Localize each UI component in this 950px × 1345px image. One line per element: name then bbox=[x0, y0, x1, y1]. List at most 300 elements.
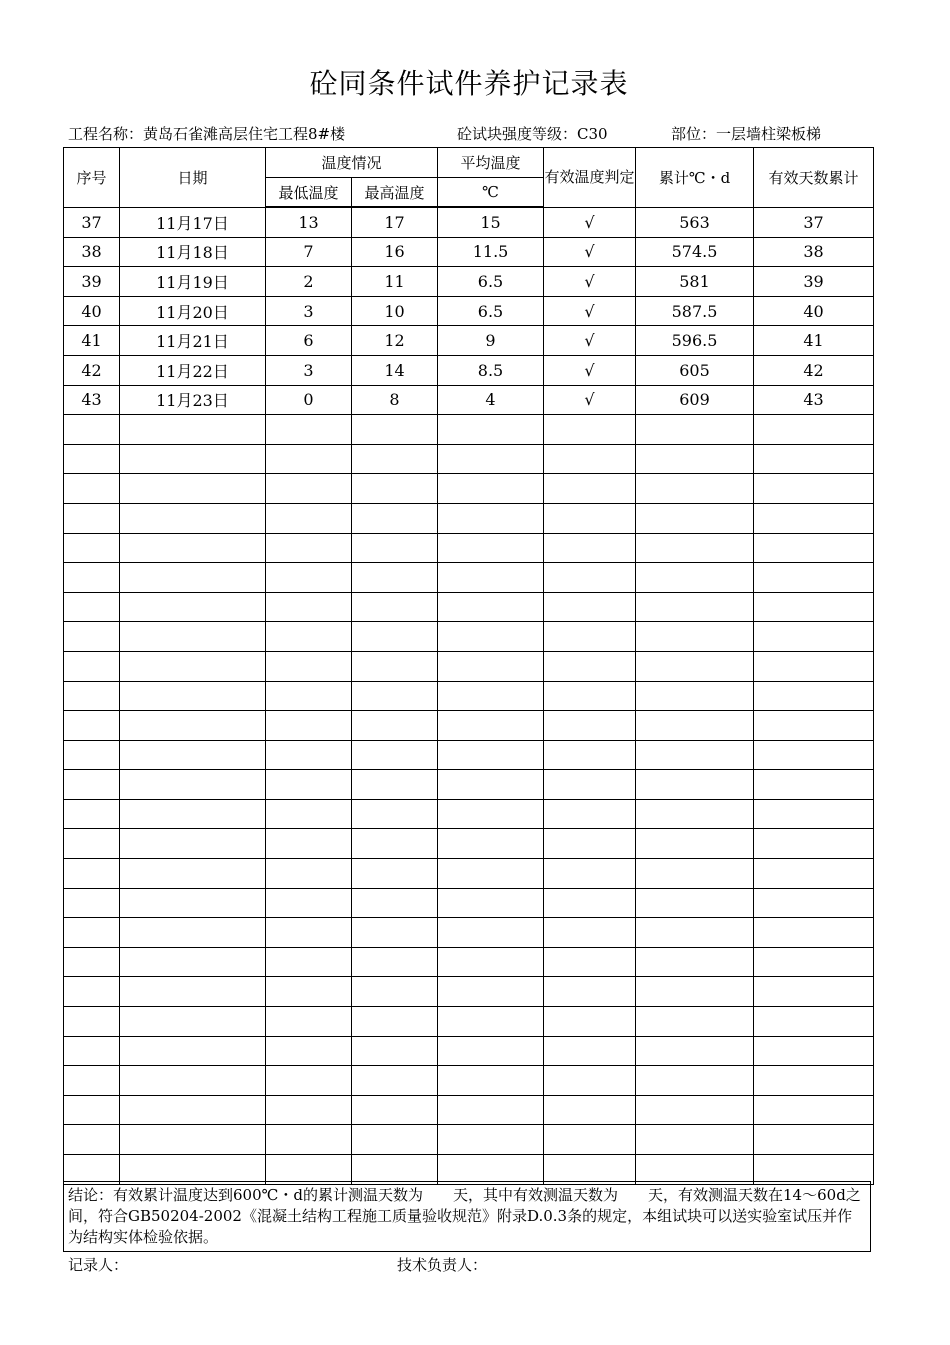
empty-cell bbox=[64, 711, 120, 741]
cell-valid: √ bbox=[544, 326, 636, 356]
header-cumulative: 累计℃・d bbox=[636, 148, 754, 208]
header-min-temp: 最低温度 bbox=[266, 178, 352, 208]
empty-cell bbox=[636, 415, 754, 445]
empty-cell bbox=[636, 770, 754, 800]
empty-cell bbox=[352, 859, 438, 889]
empty-row bbox=[64, 918, 874, 948]
empty-cell bbox=[754, 563, 874, 593]
empty-cell bbox=[636, 947, 754, 977]
empty-cell bbox=[352, 533, 438, 563]
cell-seq: 42 bbox=[64, 355, 120, 385]
empty-cell bbox=[438, 770, 544, 800]
empty-row bbox=[64, 622, 874, 652]
empty-cell bbox=[64, 918, 120, 948]
empty-cell bbox=[544, 415, 636, 445]
empty-cell bbox=[266, 533, 352, 563]
empty-row bbox=[64, 1095, 874, 1125]
empty-row bbox=[64, 681, 874, 711]
empty-cell bbox=[438, 1155, 544, 1185]
empty-cell bbox=[64, 563, 120, 593]
empty-cell bbox=[544, 888, 636, 918]
empty-cell bbox=[544, 533, 636, 563]
cell-seq: 37 bbox=[64, 207, 120, 237]
empty-cell bbox=[438, 592, 544, 622]
empty-row bbox=[64, 1007, 874, 1037]
empty-cell bbox=[266, 1007, 352, 1037]
empty-cell bbox=[266, 1125, 352, 1155]
empty-cell bbox=[266, 859, 352, 889]
empty-cell bbox=[120, 947, 266, 977]
empty-cell bbox=[64, 859, 120, 889]
empty-cell bbox=[64, 651, 120, 681]
empty-row bbox=[64, 977, 874, 1007]
cell-days: 43 bbox=[754, 385, 874, 415]
header-avg-unit: ℃ bbox=[438, 178, 544, 208]
cell-seq: 40 bbox=[64, 296, 120, 326]
empty-cell bbox=[544, 977, 636, 1007]
empty-cell bbox=[544, 947, 636, 977]
empty-cell bbox=[544, 1036, 636, 1066]
cell-cumulative: 574.5 bbox=[636, 237, 754, 267]
empty-cell bbox=[544, 444, 636, 474]
empty-cell bbox=[266, 415, 352, 445]
empty-cell bbox=[120, 1066, 266, 1096]
empty-cell bbox=[438, 474, 544, 504]
empty-cell bbox=[754, 740, 874, 770]
empty-cell bbox=[636, 444, 754, 474]
empty-cell bbox=[636, 592, 754, 622]
empty-cell bbox=[64, 1155, 120, 1185]
empty-cell bbox=[438, 503, 544, 533]
empty-cell bbox=[438, 1125, 544, 1155]
empty-cell bbox=[438, 651, 544, 681]
empty-cell bbox=[636, 711, 754, 741]
empty-cell bbox=[754, 622, 874, 652]
empty-cell bbox=[544, 1066, 636, 1096]
cell-avg-temp: 15 bbox=[438, 207, 544, 237]
cell-avg-temp: 6.5 bbox=[438, 296, 544, 326]
empty-cell bbox=[544, 918, 636, 948]
empty-cell bbox=[266, 918, 352, 948]
table-row bbox=[64, 296, 874, 326]
empty-cell bbox=[266, 711, 352, 741]
cell-date: 11月19日 bbox=[120, 267, 266, 297]
empty-cell bbox=[352, 1007, 438, 1037]
cell-cumulative: 609 bbox=[636, 385, 754, 415]
empty-row bbox=[64, 592, 874, 622]
cell-days: 42 bbox=[754, 355, 874, 385]
cell-max-temp: 17 bbox=[352, 207, 438, 237]
empty-cell bbox=[544, 711, 636, 741]
table-row bbox=[64, 355, 874, 385]
empty-cell bbox=[266, 474, 352, 504]
empty-cell bbox=[636, 1155, 754, 1185]
empty-cell bbox=[64, 592, 120, 622]
cell-date: 11月17日 bbox=[120, 207, 266, 237]
empty-cell bbox=[438, 947, 544, 977]
empty-cell bbox=[64, 622, 120, 652]
empty-cell bbox=[120, 1095, 266, 1125]
empty-cell bbox=[636, 622, 754, 652]
empty-cell bbox=[64, 799, 120, 829]
empty-cell bbox=[64, 977, 120, 1007]
empty-cell bbox=[438, 918, 544, 948]
empty-cell bbox=[754, 977, 874, 1007]
empty-cell bbox=[636, 563, 754, 593]
empty-cell bbox=[636, 1066, 754, 1096]
cell-cumulative: 563 bbox=[636, 207, 754, 237]
cell-valid: √ bbox=[544, 267, 636, 297]
cell-days: 41 bbox=[754, 326, 874, 356]
empty-cell bbox=[64, 503, 120, 533]
empty-cell bbox=[64, 829, 120, 859]
cell-min-temp: 2 bbox=[266, 267, 352, 297]
empty-row bbox=[64, 474, 874, 504]
empty-cell bbox=[266, 592, 352, 622]
cell-valid: √ bbox=[544, 207, 636, 237]
empty-row bbox=[64, 1066, 874, 1096]
empty-cell bbox=[438, 711, 544, 741]
empty-cell bbox=[266, 622, 352, 652]
header-date: 日期 bbox=[120, 148, 266, 208]
empty-cell bbox=[120, 918, 266, 948]
cell-avg-temp: 8.5 bbox=[438, 355, 544, 385]
empty-cell bbox=[636, 681, 754, 711]
empty-cell bbox=[438, 563, 544, 593]
empty-cell bbox=[266, 829, 352, 859]
empty-cell bbox=[754, 888, 874, 918]
empty-cell bbox=[120, 651, 266, 681]
cell-max-temp: 8 bbox=[352, 385, 438, 415]
empty-row bbox=[64, 651, 874, 681]
empty-cell bbox=[636, 740, 754, 770]
empty-cell bbox=[64, 770, 120, 800]
cell-avg-temp: 11.5 bbox=[438, 237, 544, 267]
location: 部位：一层墙柱梁板梯 bbox=[671, 125, 822, 143]
cell-valid: √ bbox=[544, 385, 636, 415]
cell-seq: 43 bbox=[64, 385, 120, 415]
table-row bbox=[64, 207, 874, 237]
empty-cell bbox=[64, 740, 120, 770]
empty-row bbox=[64, 533, 874, 563]
empty-cell bbox=[636, 651, 754, 681]
empty-cell bbox=[544, 651, 636, 681]
empty-cell bbox=[120, 829, 266, 859]
empty-cell bbox=[120, 533, 266, 563]
empty-cell bbox=[120, 1036, 266, 1066]
empty-cell bbox=[64, 415, 120, 445]
cell-cumulative: 596.5 bbox=[636, 326, 754, 356]
empty-cell bbox=[64, 681, 120, 711]
cell-max-temp: 11 bbox=[352, 267, 438, 297]
empty-cell bbox=[266, 977, 352, 1007]
cell-max-temp: 10 bbox=[352, 296, 438, 326]
empty-cell bbox=[120, 888, 266, 918]
empty-row bbox=[64, 770, 874, 800]
empty-cell bbox=[352, 1155, 438, 1185]
cell-days: 40 bbox=[754, 296, 874, 326]
empty-cell bbox=[754, 859, 874, 889]
empty-cell bbox=[352, 740, 438, 770]
empty-row bbox=[64, 1036, 874, 1066]
empty-row bbox=[64, 740, 874, 770]
empty-cell bbox=[754, 503, 874, 533]
cell-avg-temp: 9 bbox=[438, 326, 544, 356]
cell-date: 11月23日 bbox=[120, 385, 266, 415]
empty-cell bbox=[754, 651, 874, 681]
empty-cell bbox=[754, 533, 874, 563]
empty-cell bbox=[636, 918, 754, 948]
empty-cell bbox=[544, 622, 636, 652]
project-name: 工程名称：黄岛石雀滩高层住宅工程8#楼 bbox=[68, 125, 346, 143]
empty-row bbox=[64, 563, 874, 593]
empty-cell bbox=[352, 1125, 438, 1155]
empty-row bbox=[64, 503, 874, 533]
header-temp-group: 温度情况 bbox=[266, 148, 438, 178]
curing-record-table bbox=[63, 147, 874, 1185]
empty-cell bbox=[120, 503, 266, 533]
empty-cell bbox=[352, 474, 438, 504]
empty-cell bbox=[266, 444, 352, 474]
header-seq: 序号 bbox=[64, 148, 120, 208]
empty-cell bbox=[352, 444, 438, 474]
empty-cell bbox=[120, 799, 266, 829]
empty-cell bbox=[754, 1007, 874, 1037]
header-max-temp: 最高温度 bbox=[352, 178, 438, 208]
empty-cell bbox=[120, 977, 266, 1007]
empty-cell bbox=[438, 859, 544, 889]
empty-cell bbox=[636, 799, 754, 829]
empty-cell bbox=[266, 1095, 352, 1125]
empty-cell bbox=[636, 829, 754, 859]
empty-cell bbox=[64, 947, 120, 977]
empty-cell bbox=[352, 415, 438, 445]
cell-cumulative: 587.5 bbox=[636, 296, 754, 326]
empty-cell bbox=[120, 770, 266, 800]
empty-cell bbox=[352, 770, 438, 800]
empty-cell bbox=[754, 770, 874, 800]
empty-cell bbox=[64, 1036, 120, 1066]
empty-cell bbox=[120, 681, 266, 711]
empty-cell bbox=[754, 592, 874, 622]
empty-cell bbox=[544, 503, 636, 533]
empty-cell bbox=[266, 651, 352, 681]
cell-min-temp: 3 bbox=[266, 296, 352, 326]
empty-cell bbox=[438, 533, 544, 563]
cell-cumulative: 605 bbox=[636, 355, 754, 385]
empty-cell bbox=[120, 1155, 266, 1185]
empty-cell bbox=[754, 444, 874, 474]
empty-cell bbox=[120, 740, 266, 770]
empty-cell bbox=[120, 474, 266, 504]
empty-cell bbox=[754, 681, 874, 711]
empty-row bbox=[64, 799, 874, 829]
cell-min-temp: 6 bbox=[266, 326, 352, 356]
empty-cell bbox=[636, 533, 754, 563]
empty-cell bbox=[754, 1095, 874, 1125]
empty-row bbox=[64, 947, 874, 977]
cell-seq: 39 bbox=[64, 267, 120, 297]
empty-cell bbox=[438, 1095, 544, 1125]
empty-cell bbox=[352, 947, 438, 977]
empty-cell bbox=[120, 415, 266, 445]
empty-cell bbox=[266, 799, 352, 829]
empty-cell bbox=[438, 1007, 544, 1037]
empty-cell bbox=[544, 799, 636, 829]
empty-row bbox=[64, 888, 874, 918]
empty-cell bbox=[544, 1007, 636, 1037]
cell-date: 11月22日 bbox=[120, 355, 266, 385]
empty-cell bbox=[266, 681, 352, 711]
empty-row bbox=[64, 829, 874, 859]
empty-cell bbox=[352, 1066, 438, 1096]
empty-row bbox=[64, 859, 874, 889]
empty-cell bbox=[754, 474, 874, 504]
empty-cell bbox=[266, 888, 352, 918]
empty-cell bbox=[754, 829, 874, 859]
header-days: 有效天数累计 bbox=[754, 148, 874, 208]
empty-cell bbox=[754, 415, 874, 445]
empty-cell bbox=[754, 1036, 874, 1066]
cell-max-temp: 16 bbox=[352, 237, 438, 267]
empty-cell bbox=[64, 474, 120, 504]
cell-days: 38 bbox=[754, 237, 874, 267]
empty-cell bbox=[266, 1036, 352, 1066]
cell-valid: √ bbox=[544, 237, 636, 267]
recorder-label: 记录人： bbox=[68, 1256, 129, 1274]
cell-valid: √ bbox=[544, 296, 636, 326]
empty-row bbox=[64, 711, 874, 741]
empty-cell bbox=[754, 947, 874, 977]
empty-cell bbox=[120, 563, 266, 593]
empty-cell bbox=[120, 592, 266, 622]
empty-cell bbox=[352, 829, 438, 859]
empty-cell bbox=[636, 1095, 754, 1125]
empty-cell bbox=[352, 681, 438, 711]
empty-cell bbox=[754, 1155, 874, 1185]
empty-cell bbox=[636, 1036, 754, 1066]
empty-cell bbox=[64, 1095, 120, 1125]
empty-cell bbox=[352, 888, 438, 918]
cell-max-temp: 14 bbox=[352, 355, 438, 385]
empty-row bbox=[64, 444, 874, 474]
empty-cell bbox=[352, 918, 438, 948]
empty-cell bbox=[120, 1125, 266, 1155]
empty-cell bbox=[438, 444, 544, 474]
empty-cell bbox=[64, 888, 120, 918]
conclusion: 结论：有效累计温度达到600℃・d的累计测温天数为 天，其中有效测温天数为 天，有效测温天数在14～60d之间，符合GB50204-2002《混凝土结构工程施工质量验收规范》附录D.0.3条的规定，本组试块可以送实验室试压并作为结构实体检验依据。 bbox=[63, 1181, 871, 1252]
empty-cell bbox=[64, 533, 120, 563]
empty-cell bbox=[64, 1007, 120, 1037]
empty-cell bbox=[544, 592, 636, 622]
cell-seq: 38 bbox=[64, 237, 120, 267]
empty-cell bbox=[120, 859, 266, 889]
empty-cell bbox=[64, 1066, 120, 1096]
empty-cell bbox=[438, 622, 544, 652]
table-row bbox=[64, 237, 874, 267]
empty-cell bbox=[438, 415, 544, 445]
header-avg-temp: 平均温度 bbox=[438, 148, 544, 178]
cell-min-temp: 13 bbox=[266, 207, 352, 237]
cell-days: 39 bbox=[754, 267, 874, 297]
empty-cell bbox=[544, 563, 636, 593]
empty-cell bbox=[352, 651, 438, 681]
empty-cell bbox=[438, 829, 544, 859]
empty-cell bbox=[266, 503, 352, 533]
empty-cell bbox=[120, 1007, 266, 1037]
strength-grade: 砼试块强度等级：C30 bbox=[457, 125, 608, 143]
cell-min-temp: 3 bbox=[266, 355, 352, 385]
empty-cell bbox=[438, 681, 544, 711]
empty-row bbox=[64, 1125, 874, 1155]
empty-cell bbox=[636, 977, 754, 1007]
cell-avg-temp: 4 bbox=[438, 385, 544, 415]
empty-cell bbox=[754, 918, 874, 948]
empty-cell bbox=[352, 503, 438, 533]
tech-lead-label: 技术负责人： bbox=[397, 1256, 488, 1274]
empty-cell bbox=[352, 799, 438, 829]
empty-cell bbox=[352, 1095, 438, 1125]
empty-cell bbox=[352, 1036, 438, 1066]
cell-seq: 41 bbox=[64, 326, 120, 356]
empty-cell bbox=[544, 681, 636, 711]
empty-cell bbox=[754, 1125, 874, 1155]
empty-cell bbox=[754, 799, 874, 829]
empty-cell bbox=[544, 770, 636, 800]
empty-cell bbox=[636, 503, 754, 533]
empty-cell bbox=[544, 1155, 636, 1185]
table-row bbox=[64, 267, 874, 297]
cell-date: 11月20日 bbox=[120, 296, 266, 326]
empty-cell bbox=[544, 740, 636, 770]
empty-cell bbox=[636, 474, 754, 504]
cell-min-temp: 0 bbox=[266, 385, 352, 415]
page-title: 砼同条件试件养护记录表 bbox=[309, 67, 629, 100]
empty-cell bbox=[754, 1066, 874, 1096]
cell-date: 11月18日 bbox=[120, 237, 266, 267]
empty-cell bbox=[352, 592, 438, 622]
empty-cell bbox=[266, 1155, 352, 1185]
empty-cell bbox=[266, 740, 352, 770]
empty-cell bbox=[544, 1125, 636, 1155]
table-row bbox=[64, 326, 874, 356]
cell-date: 11月21日 bbox=[120, 326, 266, 356]
empty-cell bbox=[438, 977, 544, 1007]
empty-cell bbox=[352, 563, 438, 593]
empty-cell bbox=[544, 474, 636, 504]
cell-days: 37 bbox=[754, 207, 874, 237]
empty-cell bbox=[438, 1066, 544, 1096]
empty-cell bbox=[636, 888, 754, 918]
cell-min-temp: 7 bbox=[266, 237, 352, 267]
table-row bbox=[64, 385, 874, 415]
empty-cell bbox=[120, 444, 266, 474]
cell-avg-temp: 6.5 bbox=[438, 267, 544, 297]
empty-cell bbox=[438, 888, 544, 918]
empty-cell bbox=[120, 711, 266, 741]
empty-cell bbox=[438, 799, 544, 829]
empty-cell bbox=[120, 622, 266, 652]
empty-cell bbox=[544, 859, 636, 889]
empty-cell bbox=[352, 622, 438, 652]
empty-cell bbox=[438, 1036, 544, 1066]
empty-cell bbox=[544, 829, 636, 859]
empty-row bbox=[64, 1155, 874, 1185]
empty-cell bbox=[754, 711, 874, 741]
cell-valid: √ bbox=[544, 355, 636, 385]
empty-cell bbox=[64, 444, 120, 474]
cell-cumulative: 581 bbox=[636, 267, 754, 297]
